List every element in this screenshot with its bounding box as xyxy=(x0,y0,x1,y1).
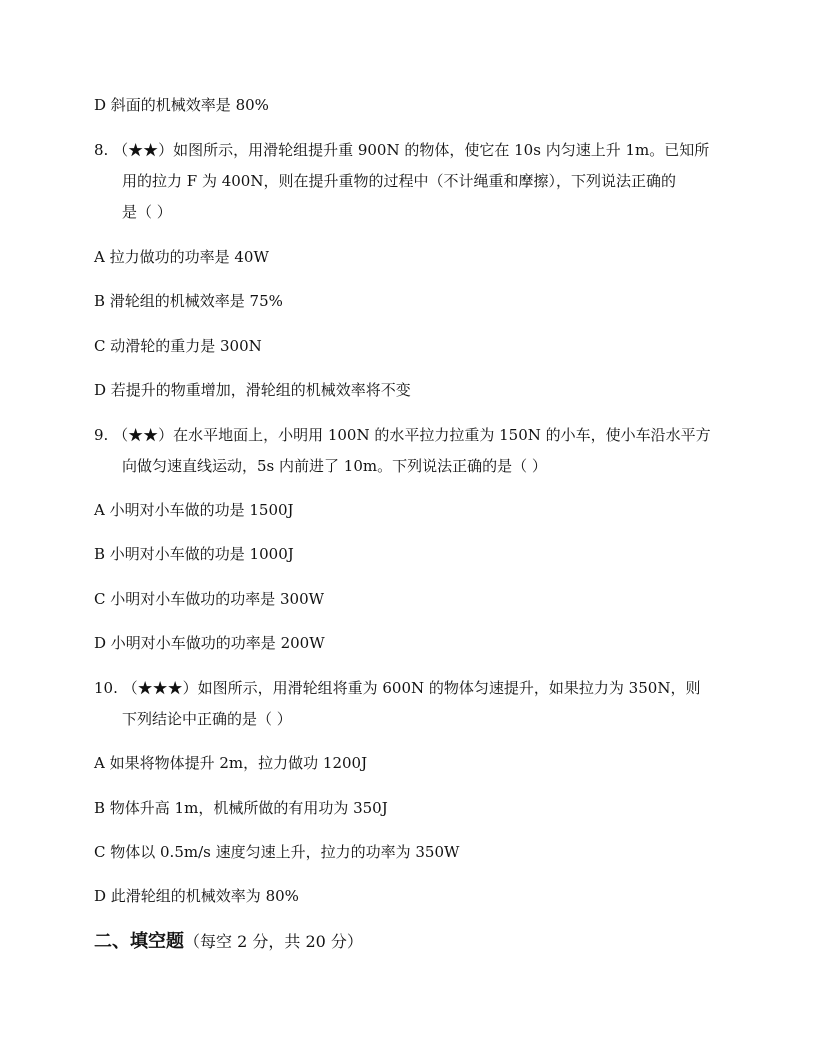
q8-option-d: D 若提升的物重增加，滑轮组的机械效率将不变 xyxy=(94,381,411,399)
q10-stem-line-2: 下列结论中正确的是（ ） xyxy=(122,710,292,728)
q8-option-c: C 动滑轮的重力是 300N xyxy=(94,337,262,355)
q10-option-b: B 物体升高 1m，机械所做的有用功为 350J xyxy=(94,799,388,817)
q9-option-a: A 小明对小车做的功是 1500J xyxy=(94,501,294,519)
q8-stem-line-1: 8. （★★）如图所示，用滑轮组提升重 900N 的物体，使它在 10s 内匀速上升 1m。已知所 xyxy=(94,141,710,159)
q9-option-b: B 小明对小车做的功是 1000J xyxy=(94,545,294,563)
q9-stem-line-2: 向做匀速直线运动，5s 内前进了 10m。下列说法正确的是（ ） xyxy=(122,457,547,475)
q9-option-c: C 小明对小车做功的功率是 300W xyxy=(94,590,325,608)
section-heading xyxy=(94,930,363,954)
q10-option-a: A 如果将物体提升 2m，拉力做功 1200J xyxy=(94,754,368,772)
q9-option-d: D 小明对小车做功的功率是 200W xyxy=(94,634,325,652)
q10-option-c: C 物体以 0.5m/s 速度匀速上升，拉力的功率为 350W xyxy=(94,843,460,861)
q8-stem-line-3: 是（ ） xyxy=(122,203,172,221)
q8-option-b: B 滑轮组的机械效率是 75% xyxy=(94,292,283,310)
q8-option-a: A 拉力做功的功率是 40W xyxy=(94,248,269,266)
q10-option-d: D 此滑轮组的机械效率为 80% xyxy=(94,887,299,905)
q7-option-d: D 斜面的机械效率是 80% xyxy=(94,96,269,114)
section-title: 二、填空题 xyxy=(94,931,184,952)
q10-stem-line-1: 10. （★★★）如图所示，用滑轮组将重为 600N 的物体匀速提升，如果拉力为 350N，则 xyxy=(94,679,701,697)
q9-stem-line-1: 9. （★★）在水平地面上，小明用 100N 的水平拉力拉重为 150N 的小车，使小车沿水平方 xyxy=(94,426,711,444)
section-note: （每空 2 分，共 20 分） xyxy=(184,932,363,951)
q8-stem-line-2: 用的拉力 F 为 400N，则在提升重物的过程中（不计绳重和摩擦），下列说法正确的 xyxy=(122,172,676,190)
